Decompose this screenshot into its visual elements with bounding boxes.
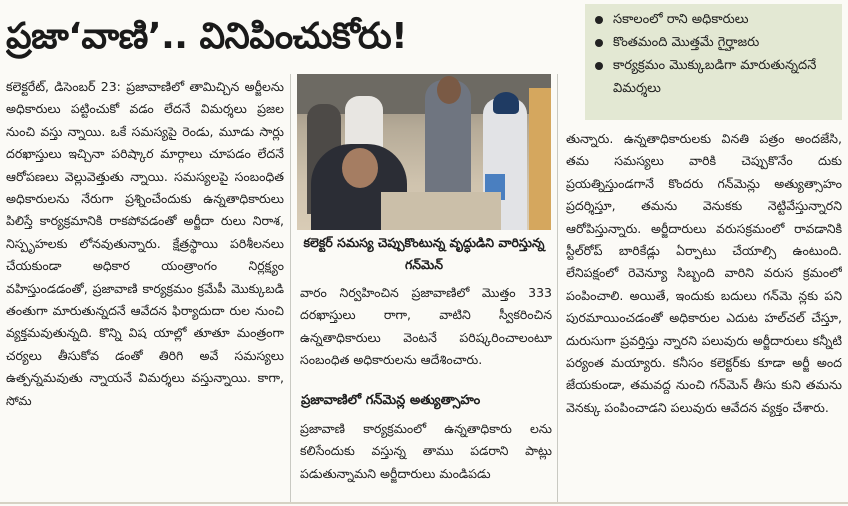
bullet-icon <box>595 62 603 70</box>
highlights-list <box>593 8 836 100</box>
bullet-icon <box>595 16 603 24</box>
bullet-icon <box>595 39 603 47</box>
highlight-item <box>593 54 836 100</box>
article-column-3 <box>566 128 842 500</box>
highlights-box <box>585 4 842 120</box>
section-subheading: ప్రజావాణిలో గన్‌మెన్ల అత్యుత్సాహం <box>301 393 481 408</box>
highlight-item <box>593 31 836 54</box>
article-paragraph: కలెక్టరేట్, డిసెంబర్ 23: ప్రజావాణిలో తామిచ్చిన అర్జీలను అధికారులు పట్టించుకో వడం లేదనే విమర్శలు ప్రజల నుంచి వస్తు న్నాయి. ఒకే సమస్యపై రెండు, మూడు సార్లు దరఖాస్తులు ఇచ్చినా పరిష్కార మార్గాలు చూపడం లేదనే ఆరోపణలు వెల్లువెత్తుతు న్నాయి. సమస్యలపై సంబంధిత అధికారులను నేరుగా ప్రశ్నించేందుకు ఉన్నతాధికారులు పిలిస్తే కార్యక్రమానికి రాకపోవడంతో అర్జీదా రులు నిరాశ, నిస్పృహలకు లోనవుతున్నారు. క్షేత్రస్థాయి పరిశీలనలు చేయకుండా అధికార యంత్రాంగం నిర్లక్ష్యం వహిస్తుండడంతో, ప్రజావాణి కార్యక్రమం క్రమేపీ మొక్కుబడి తంతుగా మారుతున్నదనే ఆవేదన ఫిర్యాదుదా రుల నుంచి వ్యక్తమవుతున్నది. కొన్ని విష యాల్లో తూతూ మంత్రంగా చర్యలు తీసుకోవ డంతో తిరిగి అవే సమస్యలు ఉత్పన్నమవుతు న్నాయనే విమర్శలు వస్తున్నాయి. కాగా, సోమ <box>6 79 284 408</box>
headline: ప్రజా‘వాణి’.. వినిపించుకోరు! <box>6 16 408 57</box>
article-column-2b <box>300 418 552 500</box>
highlight-text: కార్యక్రమం మొక్కుబడిగా మారుతున్నదనే విమర్శలు <box>613 58 817 96</box>
highlight-text: కొంతమంది మొత్తమే గైర్హాజరు <box>613 35 760 50</box>
column-divider <box>557 74 558 504</box>
article-paragraph: వారం నిర్వహించిన ప్రజావాణిలో మొత్తం 333 దరఖాస్తులు రాగా, వాటిని స్వీకరించిన ఉన్నతాధికారులు వెంటనే పరిష్కరించాలంటూ సంబంధిత అధికారులను ఆదేశించారు. <box>300 285 552 368</box>
news-photo <box>297 74 551 230</box>
article-column-1 <box>6 76 284 500</box>
highlight-text: సకాలంలో రాని అధికారులు <box>613 12 749 27</box>
highlight-item <box>593 8 836 31</box>
bottom-rule <box>0 502 848 504</box>
photo-caption: కలెక్టర్ సమస్య చెప్పుకొంటున్న వృద్ధుడిని వారిస్తున్న గన్‌మెన్ <box>303 235 545 272</box>
article-column-2 <box>300 282 552 382</box>
article-paragraph: తున్నారు. ఉన్నతాధికారులకు వినతి పత్రం అందజేసి, తమ సమస్యలు వారికి చెప్పుకొనేం దుకు ప్రయత్నిస్తుండగానే కొందరు గన్‌మెన్లు అత్యుత్సాహం ప్రదర్శిస్తూ, తమను వెనుకకు నెట్టివేస్తున్నారని ఆరోపిస్తున్నారు. అర్జీదారులు వరుసక్రమంలో రావడానికి స్టీల్‌రోప్ బారికేడ్లు ఏర్పాటు చేయాల్సి ఉంటుంది. లేనిపక్షంలో రెవెన్యూ సిబ్బంది వారిని వరుస క్రమంలో పంపించాలి. అయితే, ఇందుకు బదులు గన్‌మె న్లకు పని పురమాయించడంతో అధికారుల ఎదుట హల్‌చల్ చేస్తూ, దురుసుగా ప్రవర్తిస్తు న్నారని పలువురు అర్జీదారులు కన్నీటి పర్యంత మయ్యారు. కనీసం కలెక్టర్‌కు కూడా అర్జీ అంద జేయకుండా, తమవద్ద నుంచి గన్‌మెన్ తీసు కుని తమను వెనక్కు పంపించాడని పలువురు ఆవేదన వ్యక్తం చేశారు. <box>566 131 842 415</box>
column-divider <box>290 74 291 504</box>
article-paragraph: ప్రజావాణి కార్యక్రమంలో ఉన్నతాధికారు లను కలిసేందుకు వస్తున్న తాము పడరాని పాట్లు పడుతున్నామని అర్జీదారులు మండిపడు <box>300 421 552 481</box>
